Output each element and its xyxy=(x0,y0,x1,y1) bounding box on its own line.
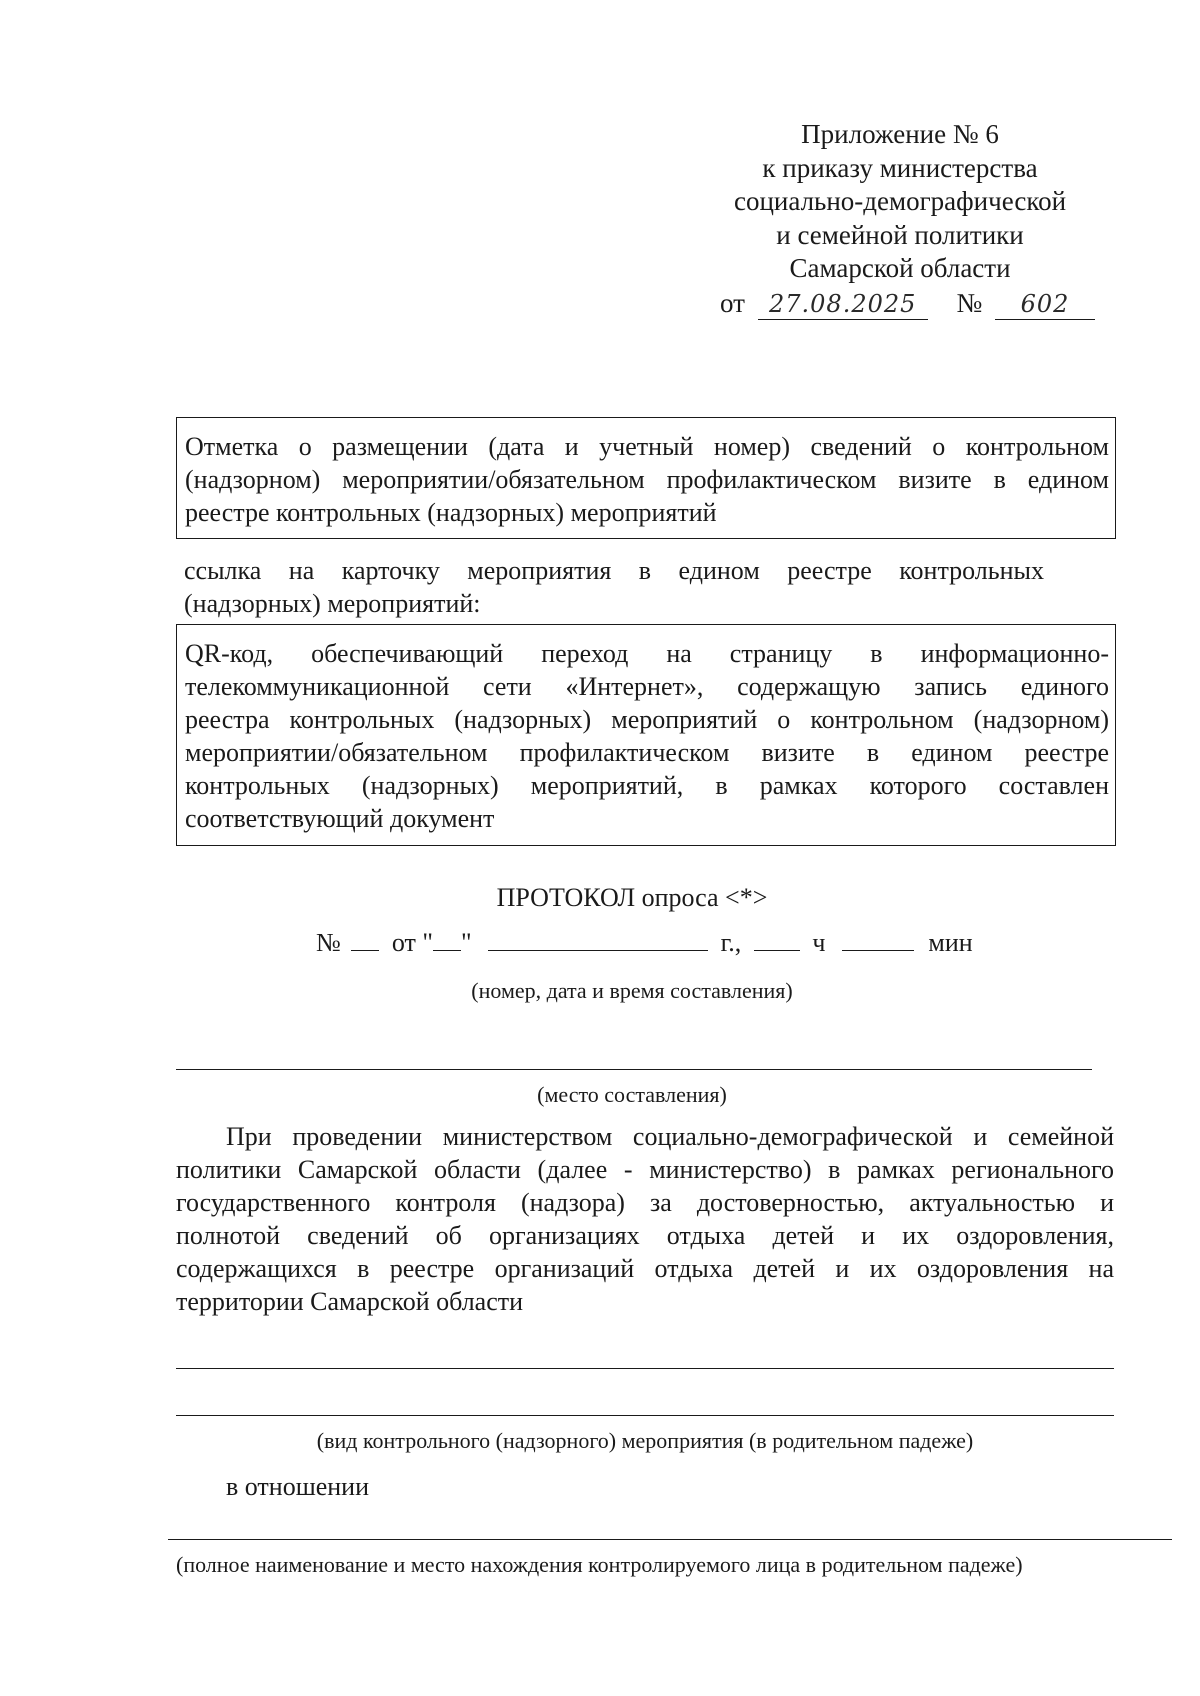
protocol-title: ПРОТОКОЛ опроса <*> xyxy=(496,883,768,912)
number-label: № xyxy=(956,288,983,318)
protocol-year-label: г., xyxy=(720,928,742,957)
protocol-month-blank xyxy=(488,924,708,951)
box2-line-5: контрольных (надзорных) мероприятий, в рамках которого составлен xyxy=(185,771,1109,800)
from-label: от xyxy=(720,288,745,318)
place-caption: (место составления) xyxy=(537,1082,727,1107)
order-date-number xyxy=(720,288,1095,320)
appendix-header xyxy=(700,118,1100,286)
protocol-number-label: № xyxy=(316,928,341,957)
protocol-quote-close: " xyxy=(460,928,472,957)
body-line-6: территории Самарской области xyxy=(176,1287,524,1316)
kind-caption: (вид контрольного (надзорного) мероприятия (в родительном падеже) xyxy=(316,1428,974,1453)
order-date-field xyxy=(758,288,928,320)
protocol-number-line xyxy=(316,924,973,959)
link-line-1: ссылка на карточку мероприятия в едином реестре контрольных xyxy=(184,556,1044,585)
header-line-2: к приказу министерства xyxy=(762,152,1038,183)
protocol-hour-blank xyxy=(754,924,800,951)
header-line-5: Самарской области xyxy=(789,253,1011,283)
regarding-line xyxy=(168,1539,1172,1540)
header-line-3: социально-демографической xyxy=(733,186,1067,216)
qr-code-box xyxy=(176,624,1116,846)
header-line-1: Приложение № 6 xyxy=(801,119,999,149)
box2-line-6: соответствующий документ xyxy=(185,804,495,833)
regarding-label: в отношении xyxy=(226,1472,370,1501)
body-line-1: При проведении министерством социально-демографической и семейной xyxy=(226,1122,1114,1151)
protocol-day-blank xyxy=(433,924,461,951)
box2-line-3: реестра контрольных (надзорных) мероприятий о контрольном (надзорном) xyxy=(185,705,1109,734)
body-paragraph xyxy=(176,1120,1114,1318)
registry-link-text xyxy=(184,554,1044,620)
order-number-handwritten: 602 xyxy=(1020,290,1070,318)
protocol-caption: (номер, дата и время составления) xyxy=(471,978,793,1003)
order-date-handwritten: 27.08.2025 xyxy=(768,290,917,318)
registry-mark-box xyxy=(176,417,1116,539)
body-line-3: государственного контроля (надзора) за достоверностью, актуальностью и xyxy=(176,1188,1114,1217)
header-line-4: и семейной политики xyxy=(776,219,1024,250)
box2-line-1: QR-код, обеспечивающий переход на страницу в информационно- xyxy=(185,639,1109,668)
regarding-caption: (полное наименование и место нахождения контролируемого лица в родительном падеже) xyxy=(176,1552,1023,1577)
place-line xyxy=(176,1069,1092,1070)
box1-line-3: реестре контрольных (надзорных) мероприятий xyxy=(185,498,717,527)
body-line-2: политики Самарской области (далее - министерство) в рамках регионального xyxy=(176,1155,1114,1184)
box1-line-2: (надзорном) мероприятии/обязательном профилактическом визите в едином xyxy=(185,465,1109,494)
protocol-number-blank xyxy=(351,924,379,951)
box1-line-1: Отметка о размещении (дата и учетный номер) сведений о контрольном xyxy=(185,432,1109,461)
link-line-2: (надзорных) мероприятий: xyxy=(184,589,481,618)
body-line-4: полнотой сведений об организациях отдыха детей и их оздоровления, xyxy=(176,1221,1114,1250)
kind-line-2 xyxy=(176,1415,1114,1416)
protocol-from-label: от " xyxy=(391,928,433,957)
order-number-field xyxy=(995,288,1095,320)
protocol-min-blank xyxy=(842,924,914,951)
kind-line-1 xyxy=(176,1368,1114,1369)
box2-line-2: телекоммуникационной сети «Интернет», содержащую запись единого xyxy=(185,672,1109,701)
protocol-hour-label: ч xyxy=(812,928,826,957)
body-line-5: содержащихся в реестре организаций отдыха детей и их оздоровления на xyxy=(176,1254,1114,1283)
protocol-min-label: мин xyxy=(928,928,973,957)
box2-line-4: мероприятии/обязательном профилактическом визите в едином реестре xyxy=(185,738,1109,767)
